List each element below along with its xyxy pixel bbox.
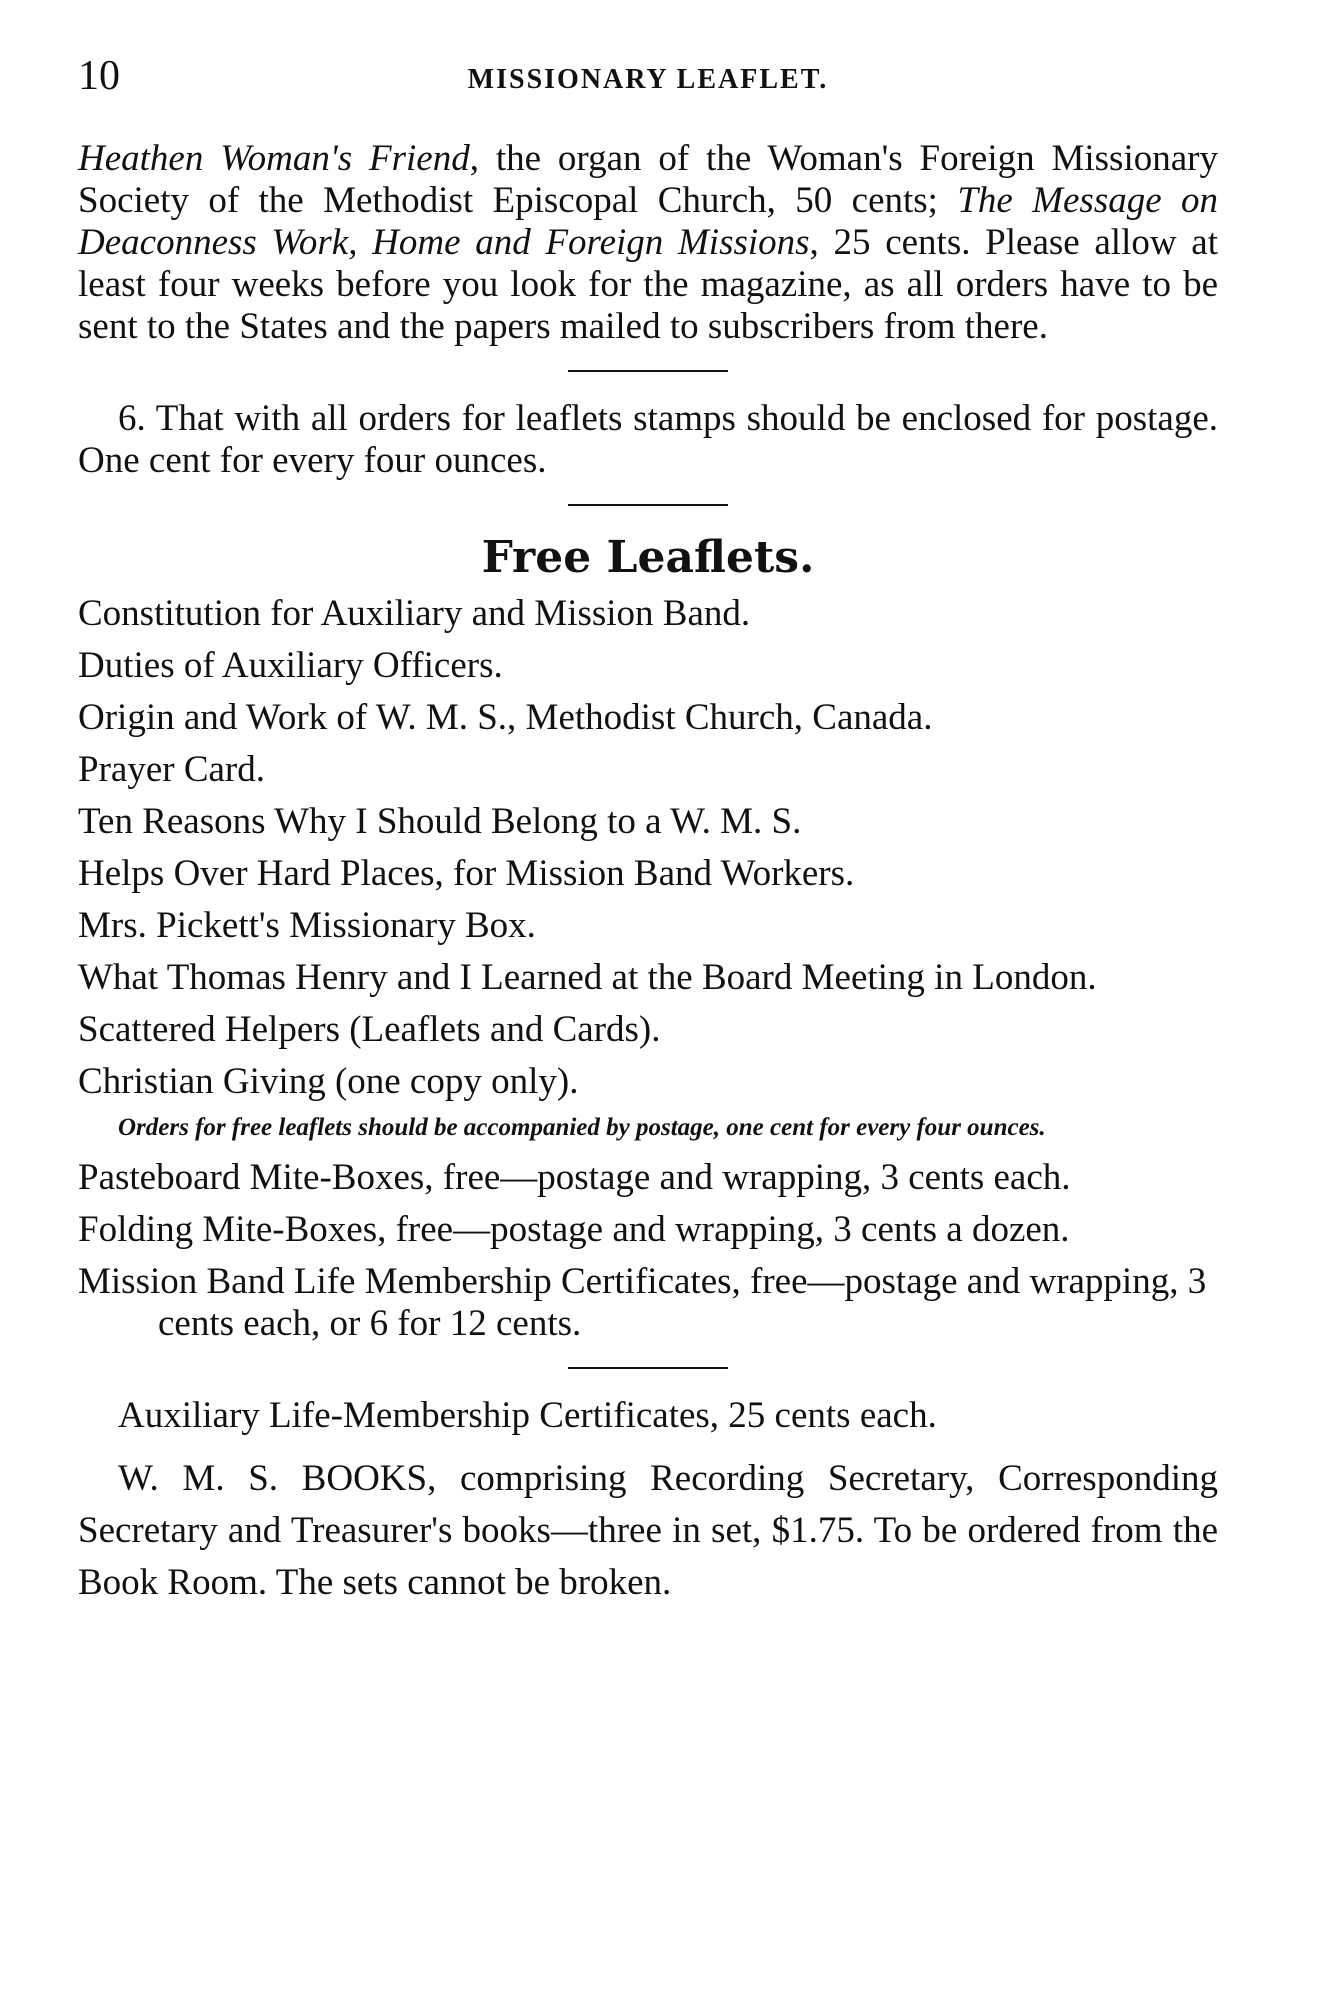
- list-item: What Thomas Henry and I Learned at the Board Meeting in London.: [78, 957, 1097, 998]
- list-item: Pasteboard Mite-Boxes, free—postage and wrapping, 3 cents each.: [78, 1157, 1071, 1198]
- free-leaflets-list: [78, 593, 1218, 1103]
- wms-books-paragraph: W. M. S. BOOKS, comprising Recording Secretary, Corresponding Secretary and Treasurer's books—three in set, $1.75. To be ordered from the Book Room. The sets cannot be broken.: [78, 1458, 1218, 1603]
- divider-rule: [568, 504, 728, 506]
- list-item: Duties of Auxiliary Officers.: [78, 645, 503, 686]
- divider-rule: [568, 370, 728, 372]
- intro-title-1: Heathen Woman's Friend: [78, 138, 470, 179]
- intro-text-2: , 25 cents. Please allow at least four weeks before you look for the magazine, as all orders have to be sent to the States and the papers mailed to subscribers from there.: [78, 222, 1218, 347]
- page-header: [78, 52, 1218, 108]
- intro-title-2: The Message on Deaconness Work, Home and Foreign Missions: [78, 180, 1218, 263]
- mite-box-list: [78, 1157, 1218, 1345]
- intro-text-1: , the organ of the Woman's Foreign Missionary Society of the Methodist Episcopal Church, 50 cents;: [78, 138, 1218, 221]
- list-item: Mission Band Life Membership Certificates, free—postage and wrapping, 3 cents each, or 6 for 12 cents.: [78, 1261, 1207, 1344]
- intro-paragraph: [78, 138, 1218, 348]
- item-6-paragraph: 6. That with all orders for leaflets stamps should be enclosed for postage. One cent for every four ounces.: [78, 398, 1218, 481]
- free-leaflets-title: Free Leaflets.: [481, 532, 815, 583]
- divider-rule: [568, 1367, 728, 1369]
- list-item: Mrs. Pickett's Missionary Box.: [78, 905, 536, 946]
- list-item: Ten Reasons Why I Should Belong to a W. M. S.: [78, 801, 802, 842]
- running-title: MISSIONARY LEAFLET.: [467, 64, 829, 95]
- postage-note: Orders for free leaflets should be accompanied by postage, one cent for every four ounces.: [118, 1114, 1046, 1141]
- list-item: Helps Over Hard Places, for Mission Band Workers.: [78, 853, 855, 894]
- auxiliary-certificates-text: Auxiliary Life-Membership Certificates, 25 cents each.: [118, 1395, 937, 1436]
- list-item: Christian Giving (one copy only).: [78, 1061, 579, 1102]
- list-item: Scattered Helpers (Leaflets and Cards).: [78, 1009, 661, 1050]
- list-item: Folding Mite-Boxes, free—postage and wrapping, 3 cents a dozen.: [78, 1209, 1070, 1250]
- page-number: 10: [78, 53, 120, 99]
- list-item: Constitution for Auxiliary and Mission Band.: [78, 593, 751, 634]
- page: [78, 52, 1218, 1609]
- list-item: Prayer Card.: [78, 749, 265, 790]
- list-item: Origin and Work of W. M. S., Methodist Church, Canada.: [78, 697, 933, 738]
